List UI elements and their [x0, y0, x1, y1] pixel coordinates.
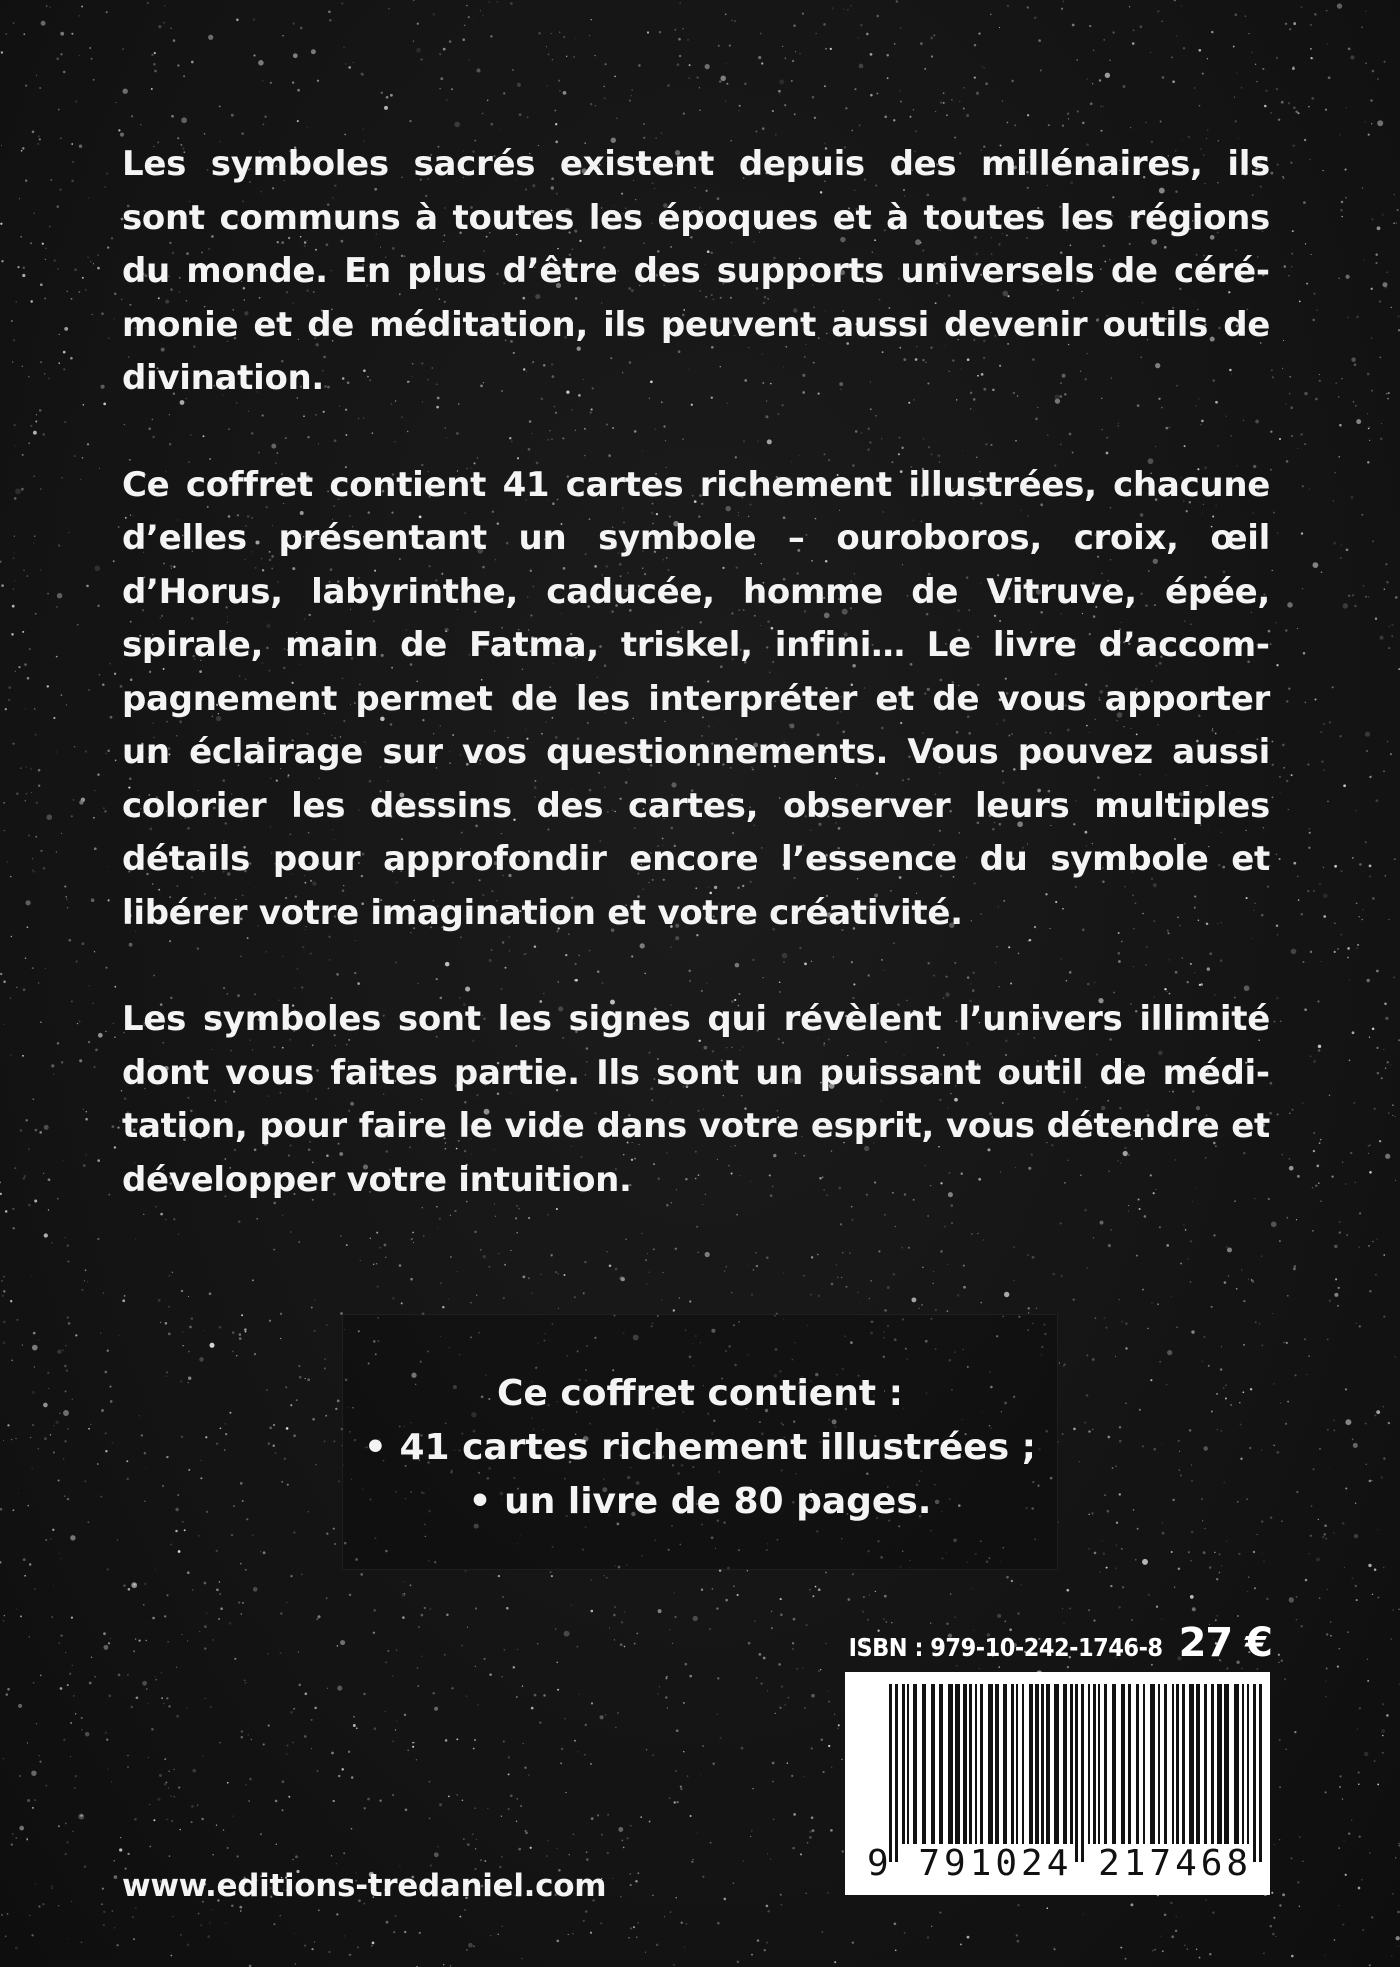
- barcode-digits: 9 791024 217468: [867, 1843, 1253, 1884]
- contents-item-cards: • 41 cartes richement illustrées ;: [363, 1427, 1037, 1468]
- paragraph-contents: Ce coffret contient 41 cartes richement illustrées, chacune d’elles présentant un symbole – ouroboros, croix, œil d’Horus, labyrinthe, caducée, homme de Vitruve, épée, spirale, main de Fatma, triskel, infini… Le livre d’accompagnement permet de les interpréter et de vous apporter un éclairage sur vos questionnements. Vous pouvez aussi colorier les dessins des cartes, observer leurs multiples détails pour approfondir encore l’essence du symbole et libérer votre imagination et votre créativité.: [122, 464, 1270, 933]
- contents-title: Ce coffret contient :: [497, 1373, 903, 1414]
- paragraph-intro: Les symboles sacrés existent depuis des millénaires, ils sont communs à toutes les époques et à toutes les régions du monde. En plus d’être des supports universels de cérémonie et de méditation, ils peuvent aussi devenir outils de divination.: [122, 144, 1270, 398]
- paragraph-meditation: Les symboles sont les signes qui révèlent l’univers illimité dont vous faites partie. Ils sont un puissant outil de méditation, pour faire le vide dans votre esprit, vous détendre et développer votre intuition.: [122, 999, 1270, 1200]
- contents-box: [342, 1314, 1058, 1570]
- isbn-price-row: [842, 1620, 1272, 1674]
- contents-item-book: • un livre de 80 pages.: [468, 1481, 932, 1522]
- website-url: www.editions-tredaniel.com: [122, 1868, 607, 1904]
- isbn: ISBN : 979-10-242-1746-8: [848, 1633, 1163, 1662]
- price: 27 €: [1178, 1620, 1272, 1666]
- description-text: [122, 138, 1270, 1260]
- barcode: [845, 1672, 1270, 1895]
